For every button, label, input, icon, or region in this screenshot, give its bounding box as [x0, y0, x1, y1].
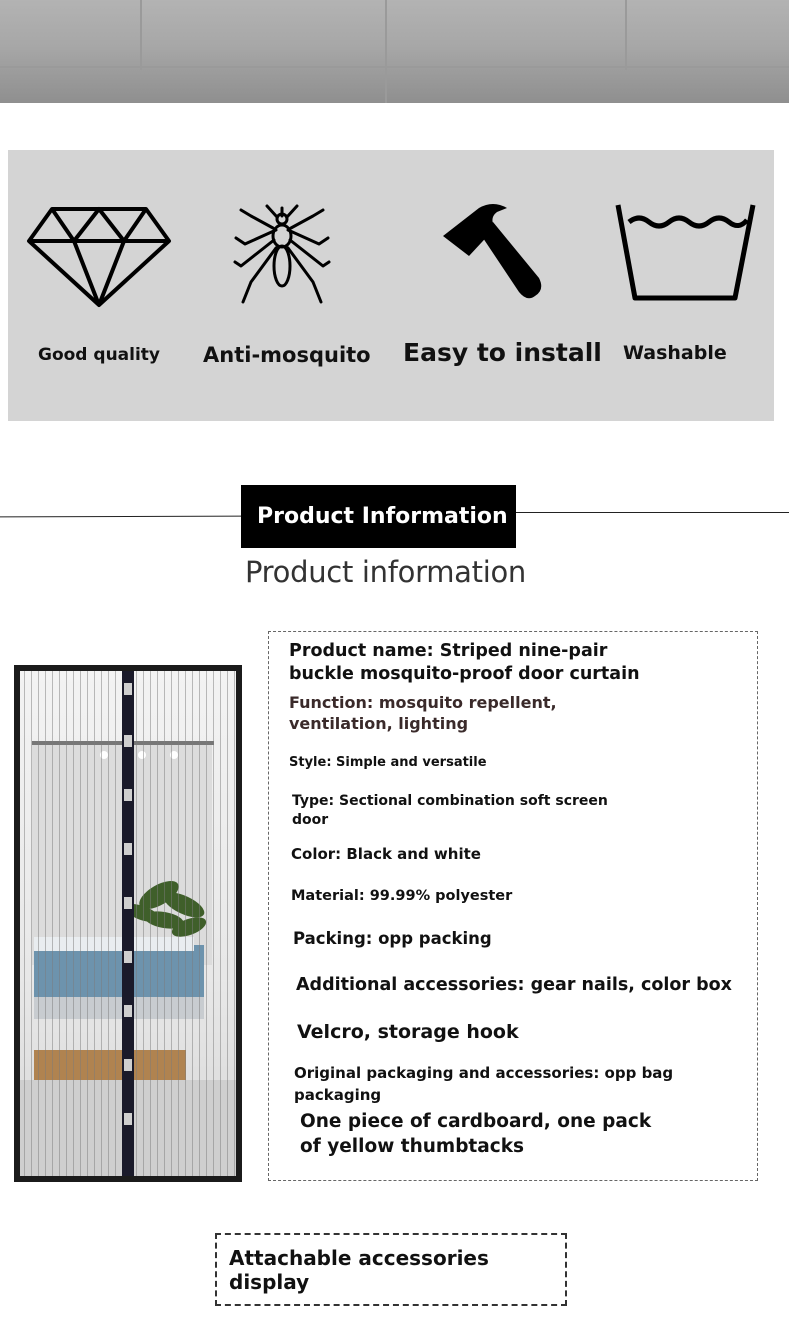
info-function-1: Function: mosquito repellent, [289, 693, 557, 712]
floor-photo [0, 0, 789, 103]
info-type-1: Type: Sectional combination soft screen [292, 793, 608, 809]
door-screen-image [14, 665, 242, 1182]
info-material: Material: 99.99% polyester [291, 888, 513, 904]
info-type-2: door [292, 812, 329, 828]
feature-anti-mosquito [193, 150, 383, 421]
hammer-icon [435, 202, 545, 302]
info-accessories-2: Velcro, storage hook [297, 1021, 519, 1043]
info-product-name-2: buckle mosquito-proof door curtain [289, 664, 640, 684]
divider-line-left [0, 516, 241, 518]
wash-basin-icon [615, 202, 757, 302]
info-color: Color: Black and white [291, 845, 481, 863]
info-cardboard-1: One piece of cardboard, one pack [300, 1111, 652, 1132]
feature-easy-install [383, 150, 602, 421]
feature-label: Washable [623, 342, 727, 364]
feature-washable [593, 150, 774, 421]
features-panel [8, 150, 774, 421]
info-product-name-1: Product name: Striped nine-pair [289, 641, 608, 661]
divider-line-right [516, 512, 789, 513]
feature-label: Anti-mosquito [203, 343, 371, 367]
feature-good-quality [8, 150, 193, 421]
diamond-icon [26, 205, 172, 309]
info-style: Style: Simple and versatile [289, 755, 487, 770]
feature-label: Easy to install [403, 338, 602, 367]
feature-label: Good quality [38, 345, 161, 365]
info-cardboard-2: of yellow thumbtacks [300, 1136, 525, 1157]
accessories-display-title: Attachable accessories display [215, 1233, 567, 1306]
info-function-2: ventilation, lighting [289, 714, 469, 733]
info-original-1: Original packaging and accessories: opp bag [294, 1064, 674, 1082]
section-subtitle: Product information [245, 555, 527, 589]
mosquito-icon [231, 202, 333, 306]
info-accessories-1: Additional accessories: gear nails, color box [296, 975, 732, 995]
info-original-2: packaging [294, 1086, 382, 1104]
section-title: Product Information [241, 485, 516, 548]
info-packing: Packing: opp packing [293, 929, 492, 948]
